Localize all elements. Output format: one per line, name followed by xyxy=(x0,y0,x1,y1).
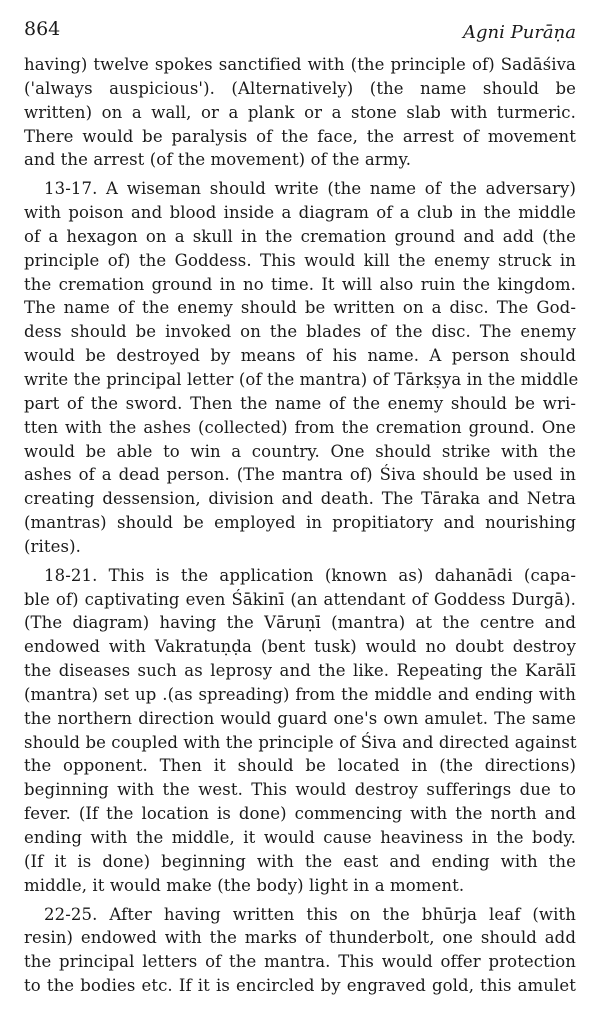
text-line: would be destroyed by means of his name. A person should xyxy=(24,346,576,366)
text-line: The name of the enemy should be written on a disc. The God- xyxy=(24,298,576,318)
text-line: with poison and blood inside a diagram of a club in the middle xyxy=(24,203,576,223)
text-line: (mantras) should be employed in propitiatory and nourishing xyxy=(24,513,576,533)
text-line: 18-21. This is the application (known as) dahanādi (capa- xyxy=(44,565,576,585)
text-line: would be able to win a country. One should strike with the xyxy=(24,441,576,461)
page-header xyxy=(24,18,576,48)
running-title: Agni Purāṇa xyxy=(463,22,576,43)
text-line: ashes of a dead person. (The mantra of) Śiva should be used in xyxy=(24,465,576,485)
paragraph xyxy=(24,903,576,998)
text-line: having) twelve spokes sanctified with (the principle of) Sadāśiva xyxy=(24,55,576,74)
text-line: the diseases such as leprosy and the like. Repeating the Karālī xyxy=(24,661,576,681)
paragraph xyxy=(24,564,576,898)
text-line: the cremation ground in no time. It will also ruin the kingdom. xyxy=(24,274,576,294)
text-line: middle, it would make (the body) light in a moment. xyxy=(24,875,465,895)
text-line: (The diagram) having the Vāruṇī (mantra) at the centre and xyxy=(24,613,576,633)
text-line: creating dessension, division and death. The Tāraka and Netra xyxy=(24,489,576,509)
text-line: resin) endowed with the marks of thunderbolt, one should add xyxy=(24,928,576,948)
text-line: write the principal letter (of the mantra) of Tārkṣya in the middle xyxy=(24,369,579,389)
text-line: should be coupled with the principle of Śiva and directed against xyxy=(24,732,577,752)
text-line: ble of) captivating even Śākinī (an attendant of Goddess Durgā). xyxy=(24,589,576,609)
page xyxy=(24,18,579,1003)
text-line: endowed with Vakratuṇḍa (bent tusk) would no doubt destroy xyxy=(24,637,576,657)
text-line: ('always auspicious'). (Alternatively) (the name should be xyxy=(24,78,576,98)
text-line: principle of) the Goddess. This would kill the enemy struck in xyxy=(24,250,576,270)
text-line: part of the sword. Then the name of the enemy should be wri- xyxy=(24,393,576,413)
text-line: ending with the middle, it would cause heaviness in the body. xyxy=(24,828,576,847)
text-line: and the arrest (of the movement) of the army. xyxy=(24,150,412,170)
text-line: written) on a wall, or a plank or a stone slab with turmeric. xyxy=(24,102,576,122)
text-line: of a hexagon on a skull in the cremation ground and add (the xyxy=(24,226,576,246)
page-body xyxy=(24,53,579,998)
text-line: 13-17. A wiseman should write (the name of the adversary) xyxy=(44,179,576,199)
text-line: to the bodies etc. If it is encircled by engraved gold, this amulet xyxy=(24,976,576,996)
paragraph xyxy=(24,177,579,559)
page-number: 864 xyxy=(24,18,61,40)
text-line: the principal letters of the mantra. This would offer protection xyxy=(24,952,576,972)
text-line: fever. (If the location is done) commencing with the north and xyxy=(24,804,576,824)
text-line: (If it is done) beginning with the east and ending with the xyxy=(24,851,576,871)
text-line: There would be paralysis of the face, the arrest of movement xyxy=(24,126,576,146)
text-line: beginning with the west. This would destroy sufferings due to xyxy=(24,780,576,800)
text-line: tten with the ashes (collected) from the cremation ground. One xyxy=(24,417,576,437)
text-line: dess should be invoked on the blades of the disc. The enemy xyxy=(24,322,576,342)
text-line: (mantra) set up .(as spreading) from the middle and ending with xyxy=(24,684,576,704)
text-line: the opponent. Then it should be located in (the directions) xyxy=(24,756,576,776)
text-line: (rites). xyxy=(24,536,81,556)
text-line: 22-25. After having written this on the bhūrja leaf (with xyxy=(44,904,576,924)
paragraph xyxy=(24,53,576,172)
text-line: the northern direction would guard one's own amulet. The same xyxy=(24,708,576,728)
